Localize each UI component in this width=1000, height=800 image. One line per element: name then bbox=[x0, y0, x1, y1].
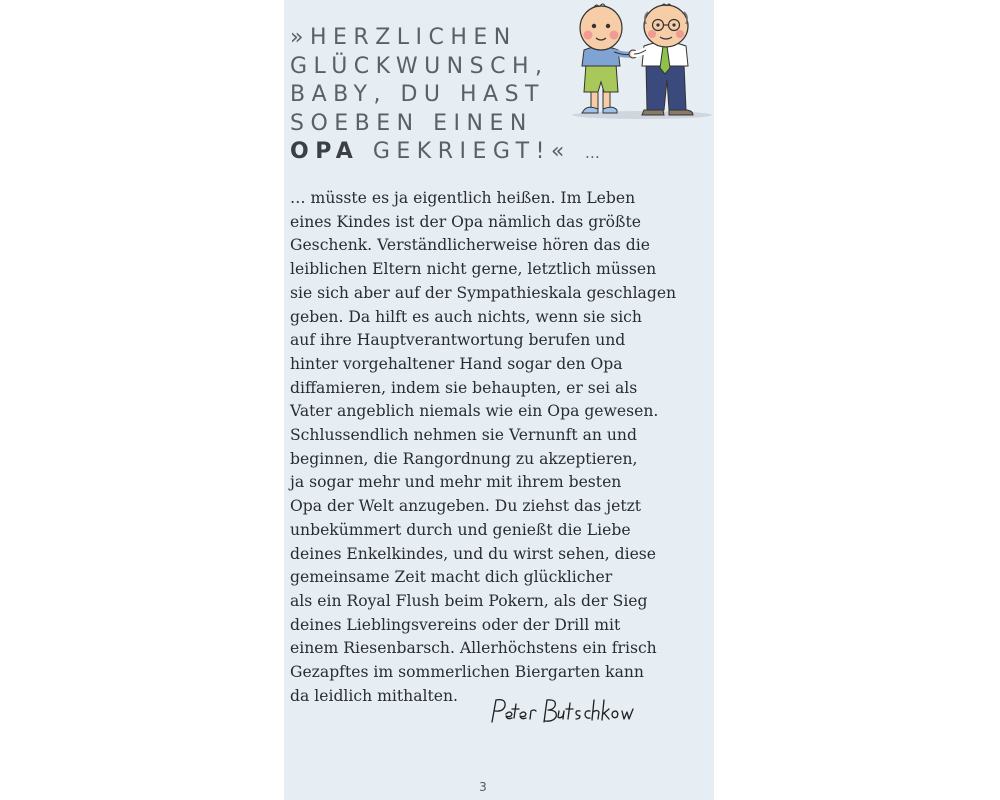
headline-line-3: BABY, DU HAST bbox=[290, 82, 545, 107]
headline-line-5 bbox=[290, 138, 601, 168]
child-figure bbox=[580, 4, 632, 113]
body-line: einem Riesenbarsch. Allerhöchstens ein frisch bbox=[290, 639, 657, 658]
body-line: Schlussendlich nehmen sie Vernunft an und bbox=[290, 426, 637, 445]
body-line: ja sogar mehr und mehr mit ihrem besten bbox=[290, 473, 622, 492]
body-line: deines Lieblingsvereins oder der Drill mit bbox=[290, 615, 621, 634]
headline-line-5-rest: GEKRIEGT!« bbox=[359, 139, 571, 164]
body-line: als ein Royal Flush beim Pokern, als der Sieg bbox=[290, 591, 648, 610]
body-line: Vater angeblich niemals wie ein Opa gewesen. bbox=[290, 402, 659, 421]
headline-line-4: SOEBEN EINEN bbox=[290, 110, 533, 136]
book-page bbox=[284, 0, 714, 800]
body-line: leiblichen Eltern nicht gerne, letztlich müssen bbox=[290, 260, 657, 279]
headline-line-1: »HERZLICHEN bbox=[290, 25, 517, 50]
body-line: deines Enkelkindes, und du wirst sehen, diese bbox=[290, 544, 657, 563]
body-line: Geschenk. Verständlicherweise hören das die bbox=[290, 236, 650, 255]
body-line: eines Kindes ist der Opa nämlich das größte bbox=[290, 212, 641, 231]
body-line: beginnen, die Rangordnung zu akzeptieren, bbox=[290, 449, 638, 468]
body-line: … müsste es ja eigentlich heißen. Im Leben bbox=[290, 189, 636, 207]
body-line: diffamieren, indem sie behaupten, er sei als bbox=[290, 378, 638, 397]
body-line: da leidlich mithalten. bbox=[290, 686, 458, 705]
grandpa-figure bbox=[634, 4, 693, 115]
chapter-headline bbox=[290, 24, 601, 168]
body-line: Opa der Welt anzugeben. Du ziehst das jetzt bbox=[290, 497, 642, 516]
body-line: Gezapftes im sommerlichen Biergarten kann bbox=[290, 663, 644, 682]
headline-ellipsis: … bbox=[584, 144, 601, 162]
body-line: sie sich aber auf der Sympathieskala geschlagen bbox=[290, 283, 677, 302]
body-line: gemeinsame Zeit macht dich glücklicher bbox=[290, 568, 613, 587]
body-line: auf ihre Hauptverantwortung berufen und bbox=[290, 331, 626, 350]
page-number: 3 bbox=[479, 780, 487, 794]
body-line: geben. Da hilft es auch nichts, wenn sie sich bbox=[290, 307, 642, 326]
body-line: unbekümmert durch und genießt die Liebe bbox=[290, 520, 631, 539]
body-line: hinter vorgehaltener Hand sogar den Opa bbox=[290, 354, 623, 373]
headline-opa-bold: OPA bbox=[290, 139, 360, 164]
headline-line-2: GLÜCKWUNSCH, bbox=[290, 53, 549, 79]
author-signature bbox=[488, 692, 648, 728]
grandfather-and-grandchild-illustration bbox=[564, 2, 714, 120]
body-paragraph bbox=[290, 187, 710, 708]
